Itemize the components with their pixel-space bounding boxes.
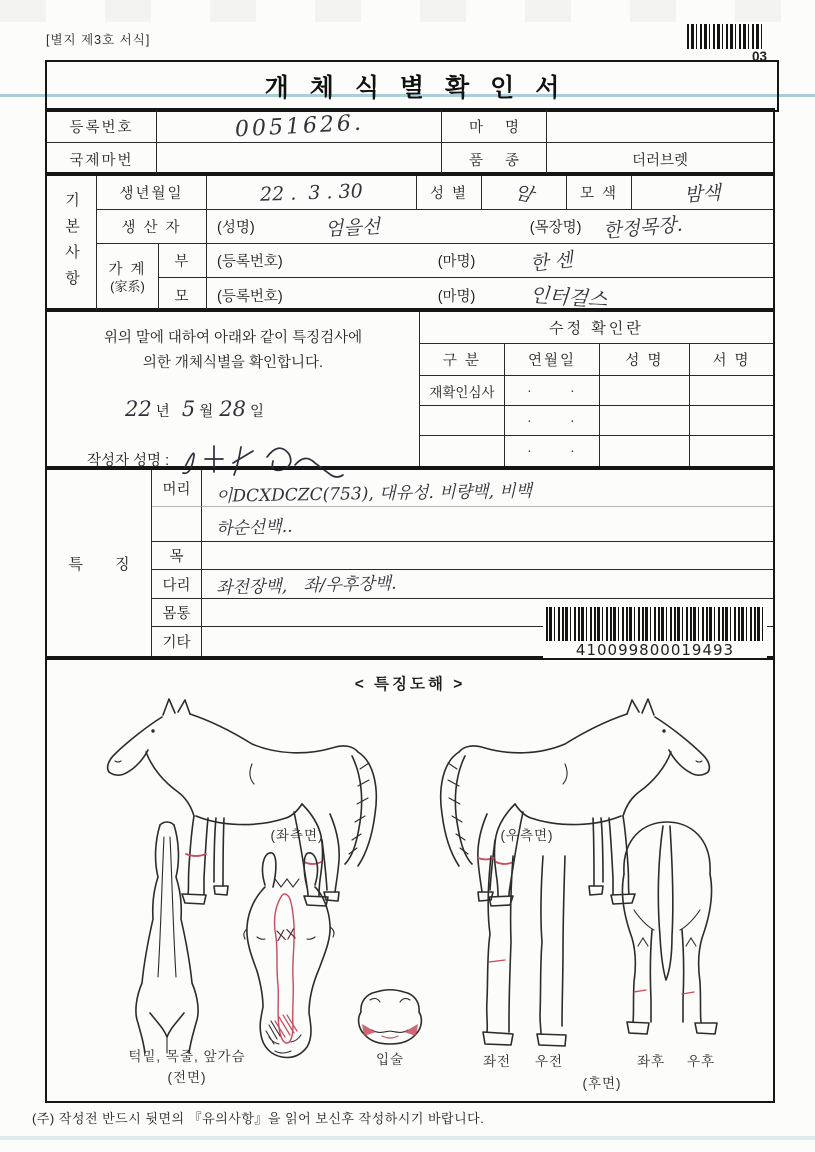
basic-info-table (45, 174, 775, 310)
left-side-label: (좌측면) (270, 828, 324, 843)
revision-row-name (600, 406, 690, 436)
farm-handwriting: 한정목장. (602, 213, 684, 243)
coat-value (632, 176, 773, 210)
diagram-title: < 특징도해 > (354, 676, 466, 693)
horse-face-diagram (235, 845, 345, 1063)
horse-name-label: 마 명 (442, 110, 547, 143)
sire-row (207, 244, 773, 278)
producer-label: 생 산 자 (97, 210, 207, 244)
confirmation-statement-box (47, 312, 420, 470)
front-view-label: (전면) (167, 1070, 207, 1085)
confirmation-section (45, 310, 775, 468)
face-whorl-mark: XX (274, 925, 298, 946)
leg-hind-left-label: 좌후 (636, 1054, 666, 1069)
form-number-label: [별지 제3호 서식] (46, 33, 151, 47)
intl-no-label: 국제마번 (47, 143, 157, 176)
revision-title: 수정 확인란 (420, 312, 773, 344)
reg-no-handwriting: 0051626. (233, 110, 365, 142)
feature-head-label: 머리 (152, 470, 202, 507)
features-section-label: 특 징 (68, 555, 144, 573)
feature-head-line1 (202, 470, 773, 507)
lineage-cell (97, 244, 159, 312)
birth-label: 생년월일 (97, 176, 207, 210)
sire-handwriting: 한 센 (529, 248, 575, 276)
feature-neck-value (202, 542, 773, 570)
lineage-label: 가 계 (108, 261, 147, 278)
revision-row-name (600, 376, 690, 406)
birth-value (207, 176, 417, 210)
breed-label: 품 종 (442, 143, 547, 176)
reg-no-value (157, 110, 442, 143)
basic-section-label: 기본사항 (63, 192, 80, 296)
dam-row (207, 278, 773, 312)
sex-label: 성 별 (417, 176, 482, 210)
head-handwriting-2: 하순선백.. (215, 516, 293, 540)
reg-no-label: 등록번호 (47, 110, 157, 143)
breed-value: 더러브렛 (631, 153, 689, 169)
revision-col-type: 구 분 (420, 344, 505, 376)
date-year-handwriting: 22 (125, 396, 152, 421)
sire-name-label: (마명) (437, 254, 476, 270)
coat-handwriting: 밤색 (683, 181, 722, 207)
registration-table (45, 108, 775, 174)
date-day-handwriting: 28 (219, 396, 246, 421)
footer-note: (주) 작성전 반드시 뒷면의 『유의사항』을 읽어 보신후 작성하시기 바랍니다. (32, 1111, 485, 1126)
revision-col-sign: 서 명 (690, 344, 773, 376)
lips-label: 입술 (375, 1052, 405, 1067)
dam-regno-label: (등록번호) (217, 288, 283, 305)
horse-rear-view-diagram (610, 810, 725, 1055)
sire-label: 부 (159, 244, 207, 278)
revision-col-date: 연월일 (505, 344, 600, 376)
statement-line2: 의한 개체식별을 확인합니다. (142, 355, 324, 372)
title-box (45, 60, 779, 112)
dam-label: 모 (159, 278, 207, 312)
horse-name-value (547, 110, 773, 143)
feature-head-spacer (152, 507, 202, 542)
revision-row-sign (690, 436, 773, 466)
revision-row-date: · · (505, 436, 600, 466)
front-legs-diagram (475, 854, 590, 1049)
producer-row (207, 210, 773, 244)
feature-diagram-box (45, 658, 775, 1103)
producer-name-label: (성명) (217, 220, 255, 236)
statement-line1: 위의 말에 대하여 아래와 같이 특징검사에 (103, 330, 363, 346)
farm-label: (목장명) (529, 220, 582, 236)
revision-row-type: 재확인심사 (420, 376, 505, 406)
revision-row-date: · · (505, 406, 600, 436)
feature-etc-label: 기타 (152, 627, 202, 656)
statement-text (47, 326, 419, 377)
page-number: 03 (751, 49, 767, 64)
leg-hind-right-label: 우후 (686, 1054, 716, 1069)
feature-head-line2 (202, 507, 773, 542)
sex-value (482, 176, 567, 210)
legs-handwriting: 좌전장백, 좌/우후장백. (215, 573, 397, 599)
sire-regno-label: (등록번호) (217, 254, 283, 270)
sex-handwriting: 암 (512, 181, 536, 207)
dam-handwriting: 인터걸스 (529, 281, 609, 312)
producer-name-handwriting: 엄을선 (324, 215, 381, 241)
id-barcode-number: 410099800019493 (575, 641, 735, 659)
date-month-suffix: 월 (199, 403, 214, 420)
scanner-streaks (0, 0, 815, 22)
rear-view-label: (후면) (582, 1076, 622, 1091)
feature-legs-value (202, 570, 773, 599)
front-view-caption: 턱밑, 목줄, 앞가슴 (128, 1049, 246, 1064)
revision-table (420, 312, 773, 466)
revision-col-name: 성 명 (600, 344, 690, 376)
revision-row-type (420, 436, 505, 466)
feature-body-label: 몸통 (152, 599, 202, 627)
leg-front-left-label: 좌전 (482, 1054, 512, 1069)
id-barcode-block (543, 606, 767, 662)
revision-row-sign (690, 406, 773, 436)
revision-row-name (600, 436, 690, 466)
confirmation-date (125, 397, 419, 421)
page-title: 개 체 식 별 확 인 서 (264, 74, 567, 102)
id-barcode-icon (546, 607, 764, 641)
page-barcode-icon (687, 24, 765, 49)
intl-no-value (157, 143, 442, 176)
date-day-suffix: 일 (250, 403, 265, 420)
date-month-handwriting: 5 (181, 396, 196, 421)
revision-row-date: · · (505, 376, 600, 406)
horse-lips-diagram (354, 984, 426, 1048)
date-year-suffix: 년 (155, 403, 170, 420)
scan-line-artifact-bottom (0, 1136, 815, 1140)
leg-front-right-label: 우전 (534, 1054, 564, 1069)
feature-legs-label: 다리 (152, 570, 202, 599)
head-handwriting-1: 이DCXDCZC(753), 대유성. 비량백, 비백 (215, 481, 533, 507)
features-section-cell (47, 470, 152, 656)
writer-label: 작성자 성명 : (87, 453, 170, 470)
lineage-hanja: (家系) (110, 278, 145, 294)
birth-handwriting: 22 . 3 . 30 (259, 179, 364, 206)
coat-label: 모 색 (567, 176, 632, 210)
feature-neck-label: 목 (152, 542, 202, 570)
revision-row-sign (690, 376, 773, 406)
horse-front-view-diagram (120, 817, 215, 1057)
revision-row-type (420, 406, 505, 436)
right-side-label: (우측면) (500, 828, 554, 843)
basic-section-cell (47, 176, 97, 312)
dam-name-label: (마명) (437, 288, 476, 305)
